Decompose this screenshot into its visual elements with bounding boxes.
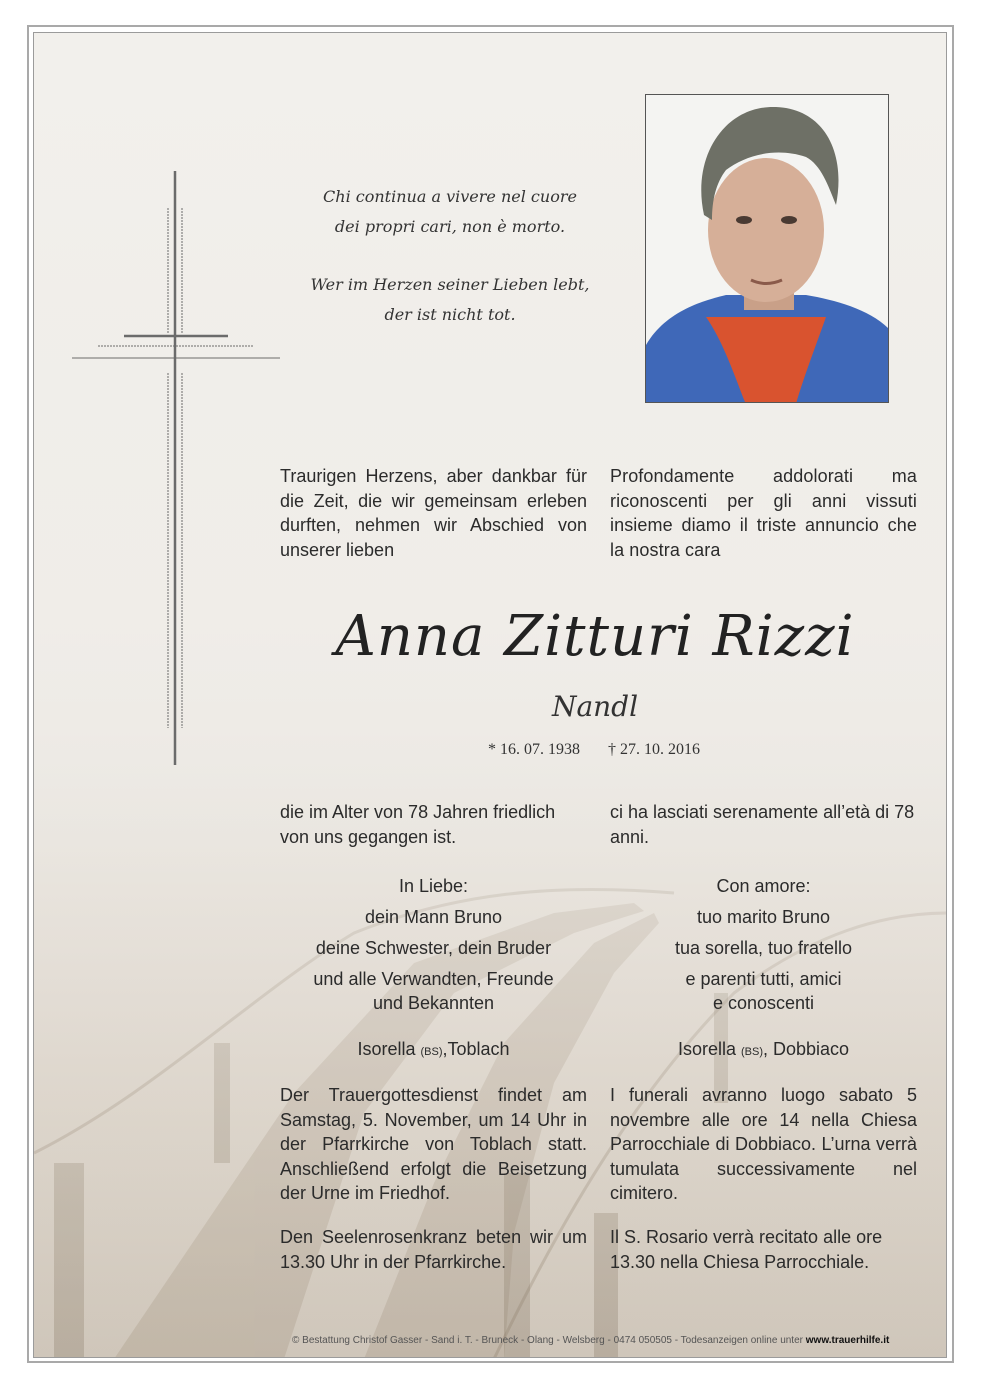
- deceased-name: Anna Zitturi Rizzi: [335, 604, 855, 669]
- mourners-italian: [610, 874, 917, 1064]
- mourners-de-line1: dein Mann Bruno: [364, 907, 503, 927]
- footer: [292, 1335, 948, 1346]
- intro-italian: Profondamente addolorati ma riconoscenti per gli anni vissuti insieme diamo il triste annuncio che la nostra cara: [610, 466, 917, 560]
- funeral-german: Der Trauergottesdienst findet am Samstag, 5. November, um 14 Uhr in der Pfarrkirche von Toblach statt. Anschließend erfolgt die Beisetzung der Urne im Friedhof.: [280, 1085, 587, 1203]
- quote-de-line2: der ist nicht tot.: [384, 305, 516, 324]
- cross-icon: [34, 33, 334, 833]
- quote-german: [300, 270, 600, 330]
- place-it-b: , Dobbiaco: [762, 1039, 850, 1059]
- funeral-italian: I funerali avranno luogo sabato 5 novembre alle ore 14 nella Chiesa Parrocchiale di Dobbiaco. L’urna verrà tumulata successivamente nel cimitero.: [610, 1085, 917, 1203]
- mourners-german: [280, 874, 587, 1064]
- passing-italian: ci ha lasciati serenamente all’età di 78 anni.: [610, 802, 915, 847]
- portrait-image: [646, 95, 889, 403]
- mourners-it-heading: Con amore:: [716, 876, 811, 896]
- death-date: † 27. 10. 2016: [608, 741, 700, 758]
- place-de-a: Isorella: [357, 1039, 421, 1059]
- mourners-de-line2: deine Schwester, dein Bruder: [315, 938, 552, 958]
- place-it-a: Isorella: [677, 1039, 741, 1059]
- mourners-it-line3: e parenti tutti, amici: [685, 969, 842, 989]
- quote-de-line1: Wer im Herzen seiner Lieben lebt,: [310, 275, 590, 294]
- deceased-nickname: Nandl: [551, 690, 639, 723]
- mourners-de-line4: und Bekannten: [372, 993, 495, 1013]
- footer-website-link[interactable]: www.trauerhilfe.it: [805, 1335, 890, 1346]
- quote-it-line2: dei propri cari, non è morto.: [334, 217, 566, 236]
- mourners-it-place: [610, 1037, 917, 1064]
- rosary-german: Den Seelenrosenkranz beten wir um 13.30 Uhr in der Pfarrkirche.: [280, 1227, 587, 1272]
- quote-italian: [300, 182, 600, 242]
- rosary-italian: Il S. Rosario verrà recitato alle ore 13.30 nella Chiesa Parrocchiale.: [610, 1227, 883, 1272]
- passing-german: die im Alter von 78 Jahren friedlich von uns gegangen ist.: [280, 802, 556, 847]
- place-de-abbr: (BS): [420, 1046, 443, 1058]
- mourners-it-line2: tua sorella, tuo fratello: [674, 938, 853, 958]
- intro-german: Traurigen Herzens, aber dankbar für die Zeit, die wir gemeinsam erleben durften, nehmen wir Abschied von unserer lieben: [280, 466, 587, 560]
- mourners-de-place: [280, 1037, 587, 1064]
- mourners-de-heading: In Liebe:: [398, 876, 469, 896]
- place-it-abbr: (BS): [740, 1046, 763, 1058]
- footer-text: © Bestattung Christof Gasser - Sand i. T. - Bruneck - Olang - Welsberg - 0474 050505 - Todesanzeigen online unter: [292, 1335, 806, 1346]
- mourners-it-line1: tuo marito Bruno: [696, 907, 831, 927]
- mourners-de-line3: und alle Verwandten, Freunde: [313, 969, 554, 989]
- quote-it-line1: Chi continua a vivere nel cuore: [323, 187, 577, 206]
- birth-date: * 16. 07. 1938: [488, 741, 580, 758]
- mourners-it-line4: e conoscenti: [712, 993, 815, 1013]
- place-de-b: ,Toblach: [442, 1039, 510, 1059]
- portrait-photo: [645, 94, 889, 403]
